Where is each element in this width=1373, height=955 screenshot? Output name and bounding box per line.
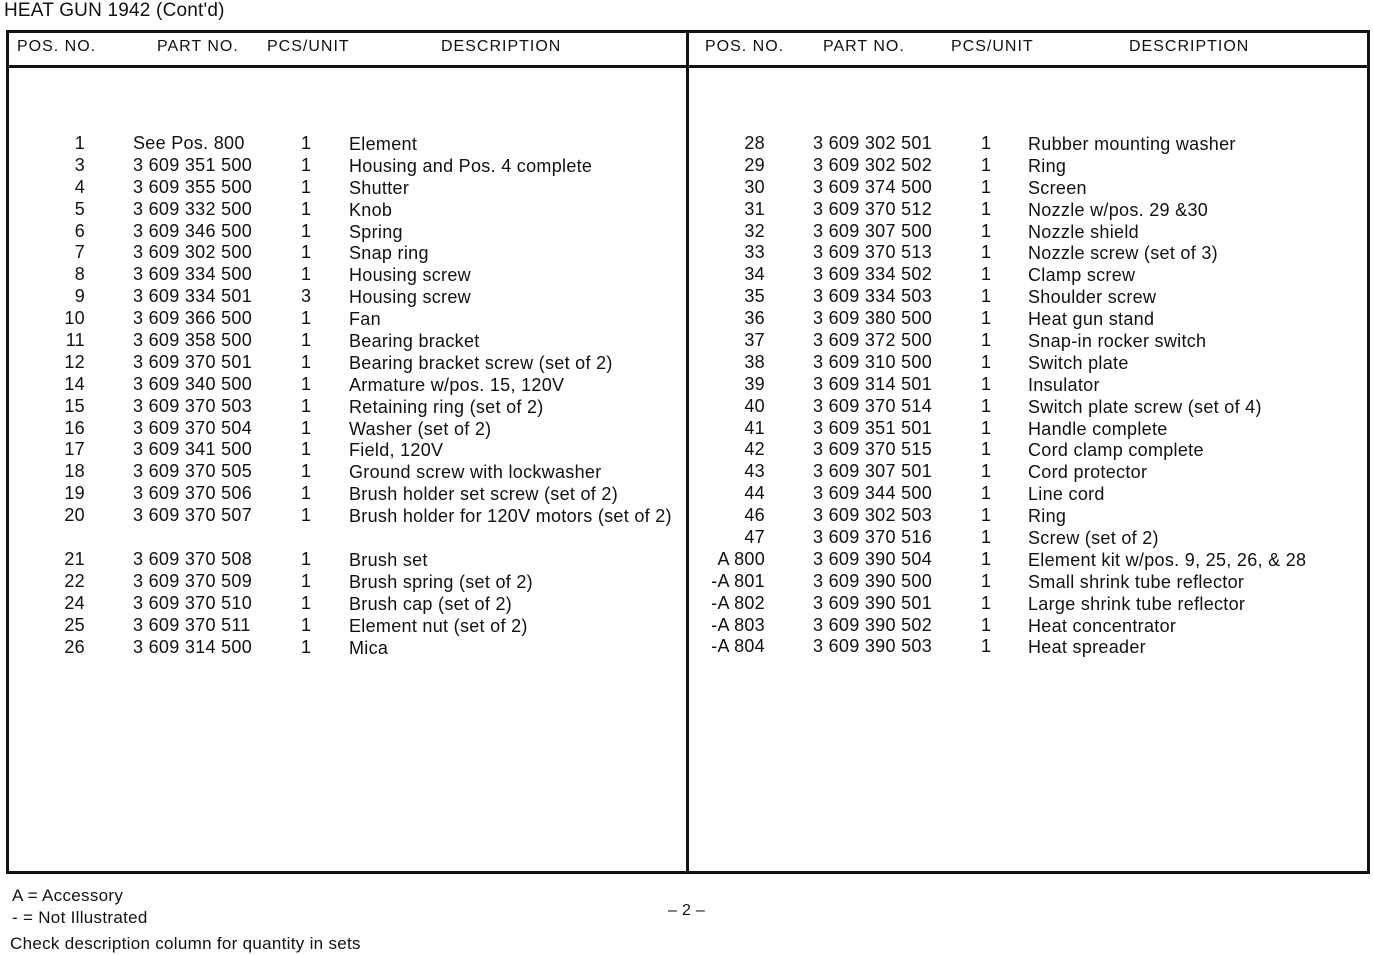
part-cell: 3 609 370 505	[133, 461, 253, 482]
pos-cell: 43	[744, 461, 765, 482]
page-number: – 2 –	[668, 902, 706, 919]
table-row	[9, 483, 685, 505]
pos-cell: 42	[744, 439, 765, 460]
table-row	[689, 396, 1364, 418]
part-cell: 3 609 340 500	[133, 373, 253, 394]
pos-cell: 40	[744, 395, 765, 416]
desc-cell: Nozzle screw (set of 3)	[1028, 243, 1218, 264]
pos-cell: 33	[744, 242, 765, 263]
header-desc-left: DESCRIPTION	[441, 38, 562, 55]
pos-cell: 24	[64, 592, 85, 613]
part-cell: 3 609 370 501	[133, 351, 253, 372]
pcs-cell: 1	[981, 242, 992, 263]
desc-cell: Brush holder set screw (set of 2)	[349, 484, 619, 505]
pos-cell: 25	[64, 614, 85, 635]
part-cell: 3 609 370 515	[813, 439, 933, 460]
table-row	[9, 133, 685, 155]
part-cell: 3 609 370 511	[133, 614, 251, 635]
part-cell: 3 609 302 501	[813, 133, 933, 153]
part-cell: 3 609 390 500	[813, 570, 933, 591]
desc-cell: Brush cap (set of 2)	[349, 593, 513, 614]
pcs-cell: 1	[981, 220, 992, 241]
pos-cell: 15	[64, 395, 85, 416]
pcs-cell: 1	[301, 330, 312, 351]
table-row	[689, 221, 1364, 243]
desc-cell: Heat spreader	[1028, 637, 1146, 658]
table-row	[689, 615, 1364, 637]
part-cell: 3 609 310 500	[813, 351, 933, 372]
pcs-cell: 1	[981, 417, 992, 438]
pcs-cell: 1	[981, 330, 992, 351]
table-row	[689, 636, 1364, 658]
table-row	[9, 637, 685, 659]
part-cell: 3 609 370 503	[133, 395, 253, 416]
desc-cell: Screen	[1028, 177, 1087, 198]
table-row	[9, 571, 685, 593]
pos-cell: 8	[74, 264, 85, 285]
pcs-cell: 1	[981, 548, 992, 569]
table-row	[689, 593, 1364, 615]
pos-cell: 41	[744, 417, 765, 438]
desc-cell: Element	[349, 134, 418, 154]
part-cell: 3 609 346 500	[133, 220, 253, 241]
desc-cell: Housing screw	[349, 287, 471, 308]
pos-cell: 47	[744, 527, 765, 548]
pos-cell: -A 803	[711, 614, 765, 635]
part-cell: 3 609 390 504	[813, 548, 933, 569]
part-cell: 3 609 370 513	[813, 242, 933, 263]
pcs-cell: 1	[301, 242, 312, 263]
pcs-cell: 1	[301, 220, 312, 241]
pos-cell: 9	[74, 286, 85, 307]
header-pos-right: POS. NO.	[705, 38, 785, 55]
pcs-cell: 1	[301, 592, 312, 613]
desc-cell: Spring	[349, 221, 403, 242]
desc-cell: Cord protector	[1028, 462, 1148, 483]
table-row	[689, 264, 1364, 286]
pos-cell: 36	[744, 308, 765, 329]
table-row	[689, 242, 1364, 264]
desc-cell: Line cord	[1028, 484, 1105, 505]
desc-cell: Armature w/pos. 15, 120V	[349, 374, 565, 395]
table-row	[689, 483, 1364, 505]
table-row	[689, 374, 1364, 396]
desc-cell: Large shrink tube reflector	[1028, 593, 1246, 614]
part-cell: 3 609 370 510	[133, 592, 253, 613]
part-cell: 3 609 370 507	[133, 505, 253, 526]
part-cell: 3 609 307 500	[813, 220, 933, 241]
pos-cell: 34	[744, 264, 765, 285]
pcs-cell: 1	[301, 548, 312, 569]
desc-cell: Handle complete	[1028, 418, 1168, 439]
table-row	[689, 461, 1364, 483]
part-cell: 3 609 370 506	[133, 483, 253, 504]
pos-cell: 38	[744, 351, 765, 372]
header-part-left: PART NO.	[157, 38, 239, 55]
table-row	[9, 418, 685, 440]
table-row	[689, 199, 1364, 221]
pos-cell: 4	[74, 176, 85, 197]
pcs-cell: 1	[981, 505, 992, 526]
part-cell: 3 609 307 501	[813, 461, 933, 482]
pcs-cell: 1	[301, 483, 312, 504]
desc-cell: Field, 120V	[349, 440, 444, 461]
part-cell: 3 609 390 502	[813, 614, 933, 635]
table-row	[9, 396, 685, 418]
parts-table	[6, 30, 1370, 874]
table-row	[689, 571, 1364, 593]
pos-cell: -A 804	[711, 636, 765, 657]
desc-cell: Small shrink tube reflector	[1028, 571, 1245, 592]
pcs-cell: 1	[301, 373, 312, 394]
table-row	[689, 330, 1364, 352]
desc-cell: Switch plate screw (set of 4)	[1028, 396, 1262, 417]
table-row	[9, 264, 685, 286]
table-row	[689, 439, 1364, 461]
pcs-cell: 3	[301, 286, 312, 307]
pcs-cell: 1	[981, 636, 992, 657]
pos-cell: 21	[64, 548, 85, 569]
pos-cell: 11	[65, 330, 85, 351]
desc-cell: Housing screw	[349, 265, 471, 286]
pcs-cell: 1	[981, 527, 992, 548]
part-cell: 3 609 374 500	[813, 176, 933, 197]
table-row	[9, 308, 685, 330]
part-cell: 3 609 334 501	[133, 286, 253, 307]
part-cell: 3 609 370 512	[813, 198, 933, 219]
desc-cell: Rubber mounting washer	[1028, 134, 1236, 154]
table-row	[689, 155, 1364, 177]
pos-cell: 22	[64, 570, 85, 591]
table-row	[9, 615, 685, 637]
desc-cell: Heat gun stand	[1028, 309, 1155, 330]
pcs-cell: 1	[981, 373, 992, 394]
desc-cell: Insulator	[1028, 374, 1100, 395]
desc-cell: Screw (set of 2)	[1028, 528, 1159, 549]
desc-cell: Cord clamp complete	[1028, 440, 1204, 461]
pos-cell: 6	[74, 220, 85, 241]
right-parts-list	[689, 133, 1364, 658]
part-cell: 3 609 358 500	[133, 330, 253, 351]
part-cell: 3 609 334 500	[133, 264, 253, 285]
pcs-cell: 1	[981, 395, 992, 416]
pos-cell: 18	[64, 461, 85, 482]
pcs-cell: 1	[301, 505, 312, 526]
table-row	[9, 439, 685, 461]
table-row	[689, 308, 1364, 330]
part-cell: 3 609 370 508	[133, 548, 253, 569]
pos-cell: 39	[744, 373, 765, 394]
desc-cell: Nozzle w/pos. 29 &30	[1028, 199, 1209, 220]
table-row	[9, 199, 685, 221]
table-row	[9, 330, 685, 352]
sets-note: Check description column for quantity in sets	[10, 934, 361, 953]
pcs-cell: 1	[981, 133, 992, 153]
desc-cell: Brush spring (set of 2)	[349, 571, 533, 592]
part-cell: 3 609 370 516	[813, 527, 933, 548]
pos-cell: 16	[64, 417, 85, 438]
pos-cell: 37	[744, 330, 765, 351]
table-row	[9, 374, 685, 396]
pcs-cell: 1	[981, 198, 992, 219]
part-cell: See Pos. 800	[133, 133, 245, 153]
part-cell: 3 609 302 500	[133, 242, 253, 263]
pos-cell: 31	[744, 198, 765, 219]
table-row	[9, 286, 685, 308]
table-row	[689, 352, 1364, 374]
desc-cell: Mica	[349, 637, 389, 658]
part-cell: 3 609 380 500	[813, 308, 933, 329]
part-cell: 3 609 390 501	[813, 592, 933, 613]
desc-cell: Shoulder screw	[1028, 287, 1157, 308]
desc-cell: Ring	[1028, 506, 1067, 527]
part-cell: 3 609 370 509	[133, 570, 253, 591]
part-cell: 3 609 355 500	[133, 176, 253, 197]
header-part-right: PART NO.	[823, 38, 905, 55]
table-row	[9, 461, 685, 483]
desc-cell: Switch plate	[1028, 352, 1129, 373]
desc-cell: Brush set	[349, 549, 428, 570]
part-cell: 3 609 314 501	[813, 373, 933, 394]
desc-cell: Bearing bracket	[349, 331, 480, 352]
part-cell: 3 609 334 503	[813, 286, 933, 307]
pos-cell: 17	[64, 439, 85, 460]
header-pcs-right: PCS/UNIT	[951, 38, 1034, 55]
desc-cell: Snap-in rocker switch	[1028, 331, 1207, 352]
pos-cell: 32	[744, 220, 765, 241]
pcs-cell: 1	[301, 351, 312, 372]
desc-cell: Snap ring	[349, 243, 429, 264]
table-row	[9, 177, 685, 199]
pos-cell: 1	[74, 133, 85, 153]
part-cell: 3 609 370 514	[813, 395, 933, 416]
pos-cell: 28	[744, 133, 765, 153]
pos-cell: 20	[64, 505, 85, 526]
pos-cell: 29	[744, 154, 765, 175]
part-cell: 3 609 351 500	[133, 154, 253, 175]
desc-cell: Element nut (set of 2)	[349, 615, 528, 636]
part-cell: 3 609 372 500	[813, 330, 933, 351]
pcs-cell: 1	[981, 176, 992, 197]
pos-cell: 26	[64, 636, 85, 657]
pcs-cell: 1	[981, 439, 992, 460]
part-cell: 3 609 341 500	[133, 439, 253, 460]
header-desc-right: DESCRIPTION	[1129, 38, 1250, 55]
pos-cell: 14	[64, 373, 85, 394]
pos-cell: 46	[744, 505, 765, 526]
desc-cell: Bearing bracket screw (set of 2)	[349, 352, 613, 373]
desc-cell: Ring	[1028, 155, 1067, 176]
pcs-cell: 1	[981, 614, 992, 635]
desc-cell: Brush holder for 120V motors (set of 2)	[349, 506, 672, 527]
pcs-cell: 1	[301, 198, 312, 219]
table-row	[689, 418, 1364, 440]
pos-cell: -A 801	[711, 570, 765, 591]
pcs-cell: 1	[301, 176, 312, 197]
pos-cell: 12	[64, 351, 85, 372]
desc-cell: Clamp screw	[1028, 265, 1136, 286]
part-cell: 3 609 332 500	[133, 198, 253, 219]
desc-cell: Washer (set of 2)	[349, 418, 492, 439]
part-cell: 3 609 344 500	[813, 483, 933, 504]
pcs-cell: 1	[981, 461, 992, 482]
pcs-cell: 1	[301, 133, 312, 153]
table-row	[689, 549, 1364, 571]
part-cell: 3 609 302 502	[813, 154, 933, 175]
part-cell: 3 609 334 502	[813, 264, 933, 285]
table-row	[9, 242, 685, 264]
pcs-cell: 1	[981, 308, 992, 329]
part-cell: 3 609 390 503	[813, 636, 933, 657]
table-row	[9, 549, 685, 571]
pcs-cell: 1	[301, 308, 312, 329]
pos-cell: 19	[64, 483, 85, 504]
pos-cell: 7	[74, 242, 85, 263]
pos-cell: 3	[74, 154, 85, 175]
table-row	[9, 155, 685, 177]
desc-cell: Retaining ring (set of 2)	[349, 396, 544, 417]
table-row	[9, 505, 685, 549]
desc-cell: Housing and Pos. 4 complete	[349, 155, 593, 176]
left-parts-list	[9, 133, 685, 658]
pcs-cell: 1	[981, 592, 992, 613]
part-cell: 3 609 351 501	[813, 417, 933, 438]
part-cell: 3 609 370 504	[133, 417, 253, 438]
table-row	[689, 177, 1364, 199]
table-row	[689, 133, 1364, 155]
pcs-cell: 1	[301, 395, 312, 416]
pcs-cell: 1	[981, 570, 992, 591]
pos-cell: 44	[744, 483, 765, 504]
pos-cell: 35	[744, 286, 765, 307]
legend-not-illustrated: - = Not Illustrated	[12, 908, 148, 927]
desc-cell: Shutter	[349, 177, 410, 198]
pos-cell: -A 802	[711, 592, 765, 613]
pcs-cell: 1	[301, 417, 312, 438]
pcs-cell: 1	[301, 636, 312, 657]
pcs-cell: 1	[981, 483, 992, 504]
legend-accessory: A = Accessory	[12, 886, 124, 905]
desc-cell: Fan	[349, 309, 381, 330]
pcs-cell: 1	[301, 154, 312, 175]
table-row	[9, 593, 685, 615]
desc-cell: Ground screw with lockwasher	[349, 462, 602, 483]
desc-cell: Element kit w/pos. 9, 25, 26, & 28	[1028, 549, 1307, 570]
table-row	[689, 505, 1364, 527]
pcs-cell: 1	[301, 439, 312, 460]
header-pos-left: POS. NO.	[17, 38, 97, 55]
table-row	[689, 286, 1364, 308]
pcs-cell: 1	[981, 154, 992, 175]
pcs-cell: 1	[981, 286, 992, 307]
desc-cell: Heat concentrator	[1028, 615, 1177, 636]
pcs-cell: 1	[301, 264, 312, 285]
pos-cell: 30	[744, 176, 765, 197]
pcs-cell: 1	[301, 570, 312, 591]
pos-cell: 5	[74, 198, 85, 219]
part-cell: 3 609 302 503	[813, 505, 933, 526]
table-row	[9, 221, 685, 243]
pos-cell: A 800	[717, 548, 765, 569]
pcs-cell: 1	[981, 264, 992, 285]
page-title: HEAT GUN 1942 (Cont'd)	[4, 0, 225, 21]
header-pcs-left: PCS/UNIT	[267, 38, 350, 55]
desc-cell: Knob	[349, 199, 393, 220]
table-row	[9, 352, 685, 374]
desc-cell: Nozzle shield	[1028, 221, 1139, 242]
part-cell: 3 609 366 500	[133, 308, 253, 329]
pcs-cell: 1	[301, 614, 312, 635]
pcs-cell: 1	[301, 461, 312, 482]
table-row	[689, 527, 1364, 549]
part-cell: 3 609 314 500	[133, 636, 253, 657]
pcs-cell: 1	[981, 351, 992, 372]
pos-cell: 10	[64, 308, 85, 329]
